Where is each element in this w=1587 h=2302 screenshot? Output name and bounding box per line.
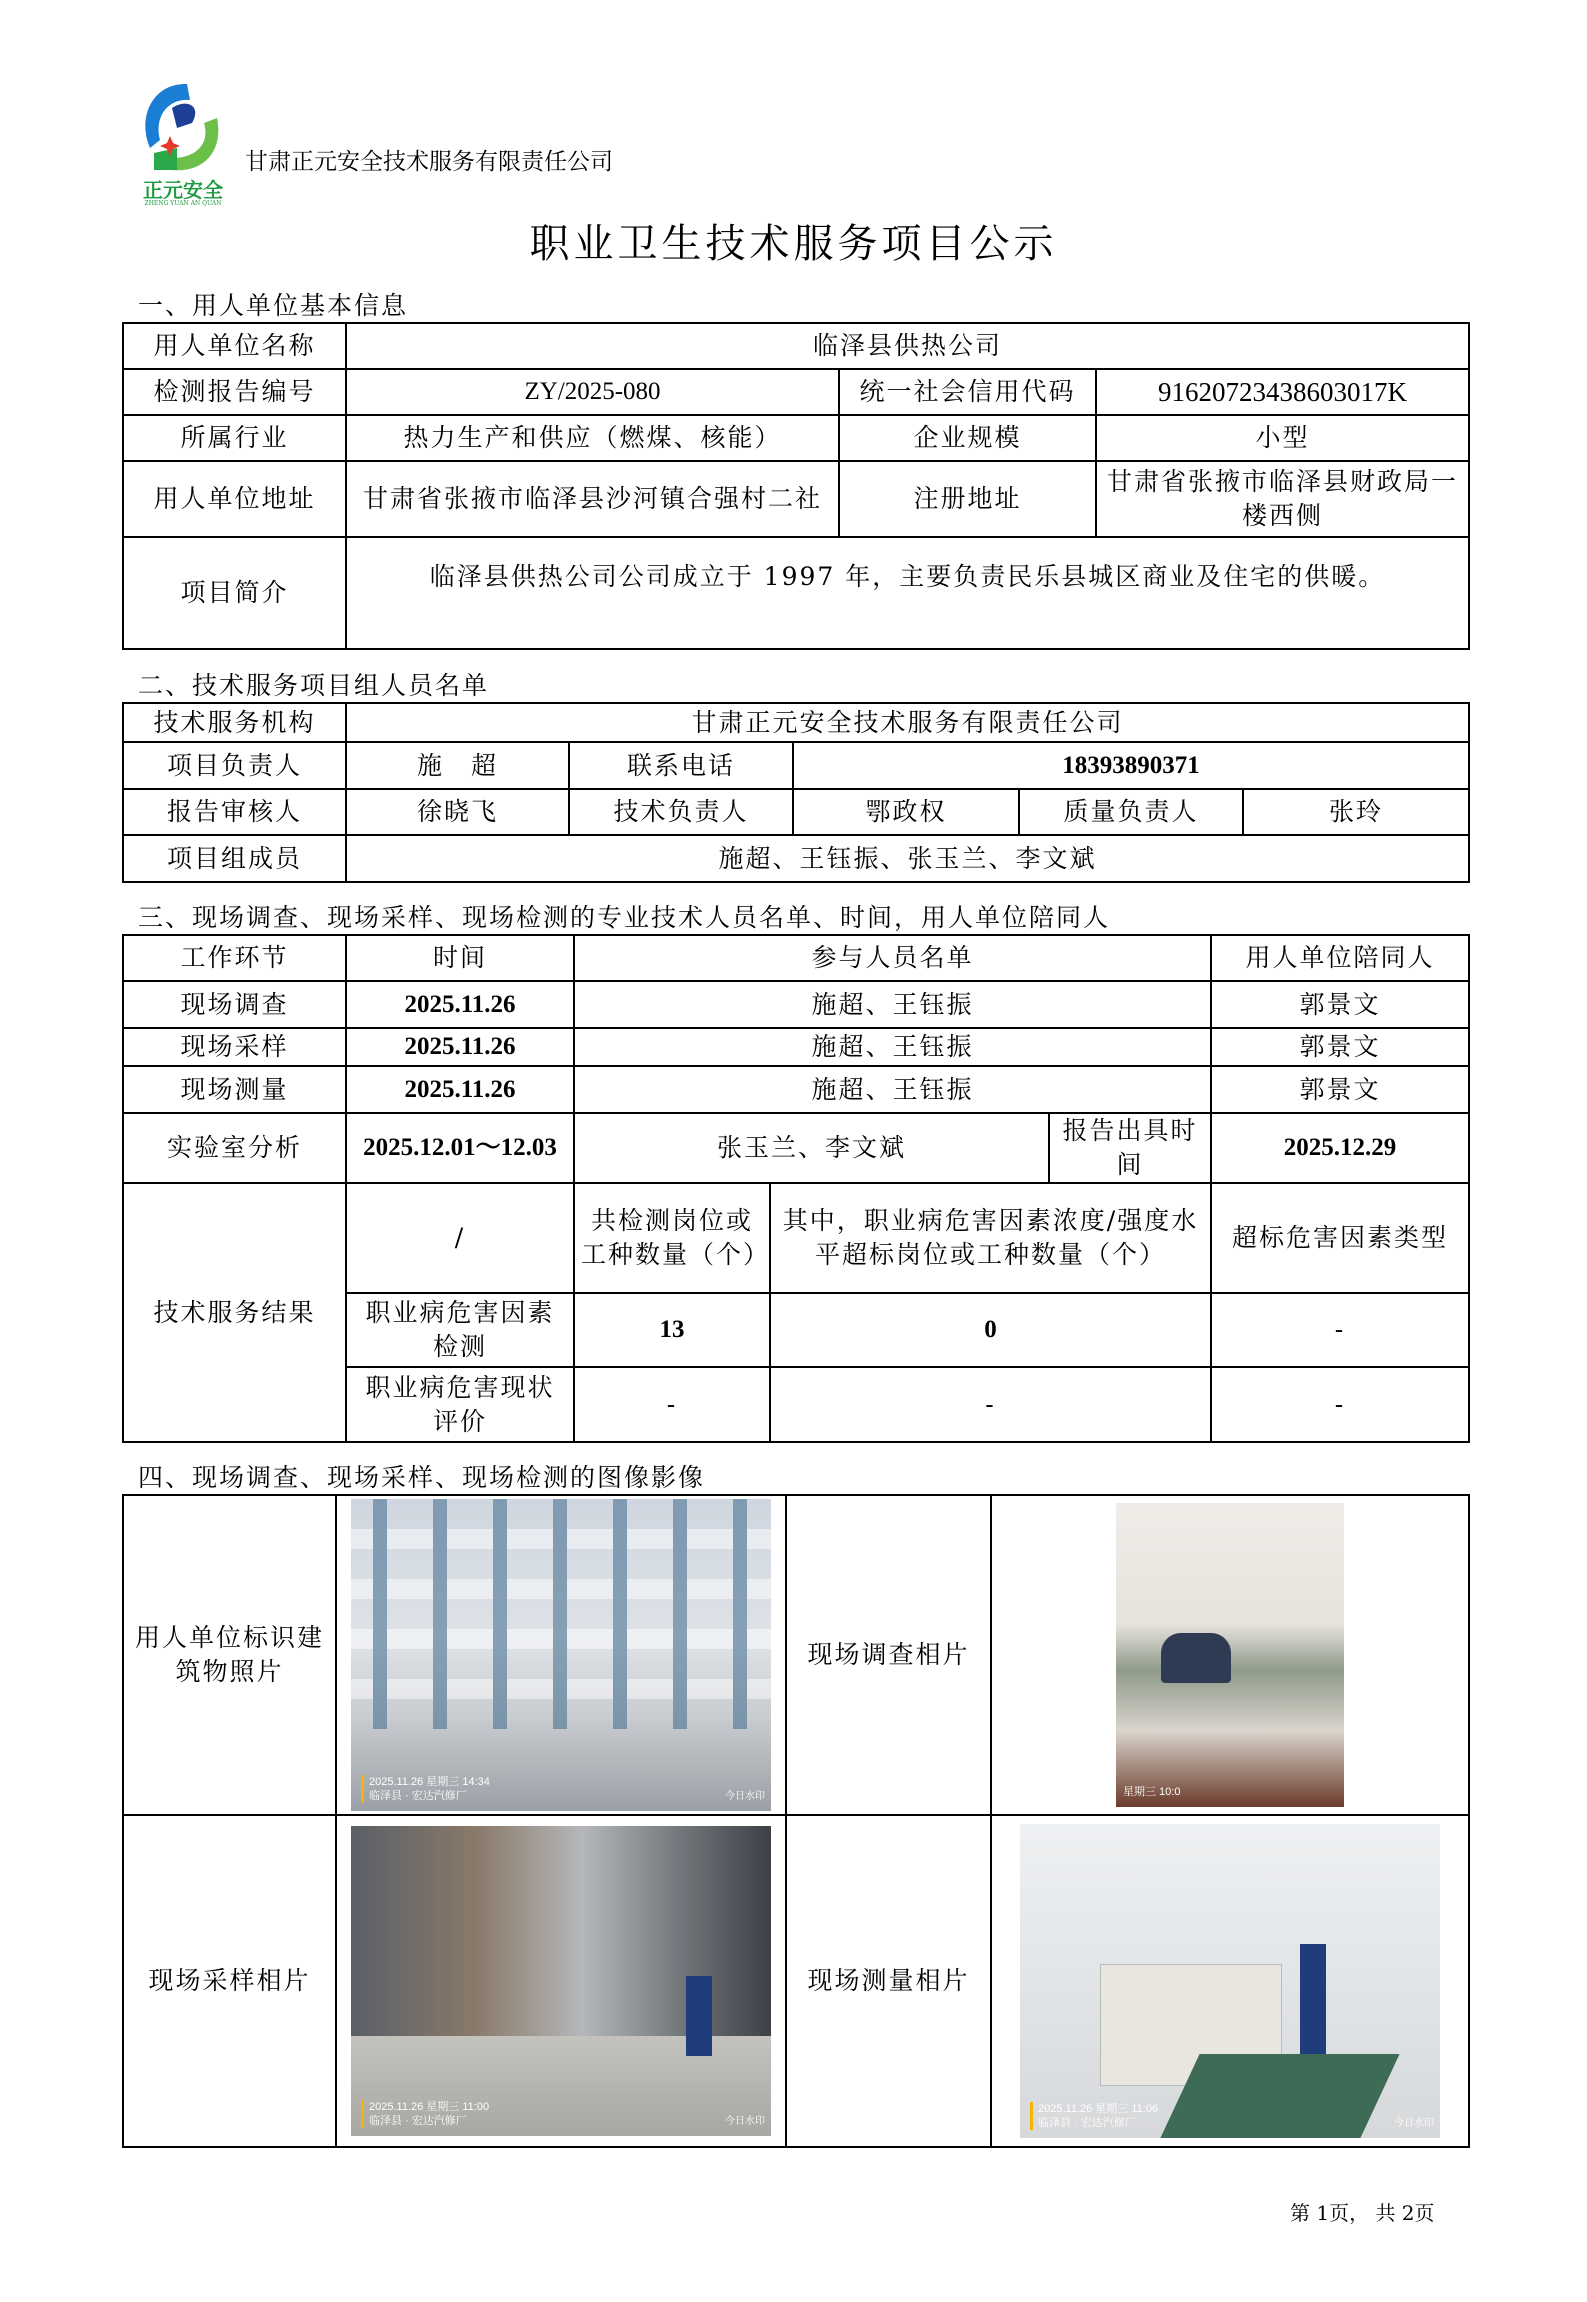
- registered-address: 甘肃省张掖市临泽县财政局一楼西侧: [1096, 461, 1469, 537]
- label: 检测报告编号: [123, 369, 346, 415]
- label: 项目负责人: [123, 742, 346, 789]
- label: 所属行业: [123, 415, 346, 461]
- enterprise-scale: 小型: [1096, 415, 1469, 461]
- companion: 郭景文: [1211, 1066, 1469, 1113]
- label: 企业规模: [839, 415, 1096, 461]
- label: 注册地址: [839, 461, 1096, 537]
- label: 统一社会信用代码: [839, 369, 1096, 415]
- company-logo: [132, 78, 232, 213]
- total: -: [574, 1367, 770, 1442]
- header-cell: 共检测岗位或工种数量（个）: [574, 1183, 770, 1293]
- stage: 现场调查: [123, 981, 346, 1028]
- section2-heading: 二、技术服务项目组人员名单: [138, 671, 490, 700]
- type: -: [1211, 1293, 1469, 1367]
- type: -: [1211, 1367, 1469, 1442]
- header-cell: 用人单位陪同人: [1211, 935, 1469, 981]
- photo-timestamp: 2025.11.26 星期三 14:34: [369, 1776, 490, 1788]
- label: 报告审核人: [123, 789, 346, 835]
- credit-code: 91620723438603017K: [1096, 369, 1469, 415]
- photo-timestamp: 2025.11.26 星期三 11:00: [369, 2101, 490, 2113]
- report-number: ZY/2025-080: [346, 369, 839, 415]
- unit-address: 甘肃省张掖市临泽县沙河镇合强村二社: [346, 461, 839, 537]
- header-cell: 参与人员名单: [574, 935, 1211, 981]
- table-row: [123, 1028, 1469, 1066]
- date: 2025.12.01～12.03: [346, 1113, 574, 1183]
- tech-lead: 鄂政权: [793, 789, 1019, 835]
- watermark: 今日水印: [1394, 2118, 1434, 2129]
- label: 联系电话: [569, 742, 793, 789]
- results-label: 技术服务结果: [123, 1183, 346, 1442]
- label: 现场测量相片: [786, 1815, 991, 2147]
- measure-photo: [1020, 1824, 1440, 2138]
- photo-timestamp: 2025.11.26 星期三 11:06: [1038, 2103, 1159, 2115]
- section3-heading: 三、现场调查、现场采样、现场检测的专业技术人员名单、时间，用人单位陪同人: [138, 903, 1111, 932]
- label: 现场调查相片: [786, 1495, 991, 1815]
- photo-timestamp: 星期三 10:0: [1123, 1786, 1181, 1798]
- item: 职业病危害因素检测: [346, 1293, 574, 1367]
- label: 项目组成员: [123, 835, 346, 882]
- photo-location: 临泽县 · 宏达汽修厂: [369, 2115, 467, 2127]
- project-leader: 施 超: [346, 742, 569, 789]
- participants: 张玉兰、李文斌: [574, 1113, 1049, 1183]
- date: 2025.11.26: [346, 1066, 574, 1113]
- date: 2025.11.26: [346, 981, 574, 1028]
- fieldwork-table: [122, 934, 1470, 1443]
- date: 2025.11.26: [346, 1028, 574, 1066]
- label: 用人单位标识建筑物照片: [123, 1495, 336, 1815]
- participants: 施超、王钰振: [574, 1028, 1211, 1066]
- header-cell: 超标危害因素类型: [1211, 1183, 1469, 1293]
- page-number: 第 1页， 共 2页: [1290, 2201, 1435, 2225]
- stage: 实验室分析: [123, 1113, 346, 1183]
- quality-lead: 张玲: [1243, 789, 1469, 835]
- header-cell: 时间: [346, 935, 574, 981]
- table-row: [123, 1066, 1469, 1113]
- label: 现场采样相片: [123, 1815, 336, 2147]
- watermark: 今日水印: [725, 1791, 765, 1802]
- table-row: [123, 981, 1469, 1028]
- industry: 热力生产和供应（燃煤、核能）: [346, 415, 839, 461]
- logo-text: 正元安全: [143, 178, 223, 202]
- stage: 现场测量: [123, 1066, 346, 1113]
- exceed: 0: [770, 1293, 1211, 1367]
- label: 报告出具时间: [1049, 1113, 1211, 1183]
- header-cell: 工作环节: [123, 935, 346, 981]
- item: 职业病危害现状评价: [346, 1367, 574, 1442]
- table-row: [123, 1113, 1469, 1183]
- watermark: 今日水印: [725, 2116, 765, 2127]
- companion: 郭景文: [1211, 981, 1469, 1028]
- label: 用人单位名称: [123, 323, 346, 369]
- label: 技术负责人: [569, 789, 793, 835]
- photo-location: 临泽县 · 宏达汽修厂: [1038, 2117, 1136, 2129]
- label: 技术服务机构: [123, 703, 346, 742]
- header-cell: 其中，职业病危害因素浓度/强度水平超标岗位或工种数量（个）: [770, 1183, 1211, 1293]
- team-members: 施超、王钰振、张玉兰、李文斌: [346, 835, 1469, 882]
- section4-heading: 四、现场调查、现场采样、现场检测的图像影像: [138, 1463, 706, 1492]
- logo-subtext: ZHENG YUAN AN QUAN: [144, 200, 222, 207]
- unit-name: 临泽县供热公司: [346, 323, 1469, 369]
- stage: 现场采样: [123, 1028, 346, 1066]
- page-title: 职业卫生技术服务项目公示: [529, 221, 1058, 267]
- sampling-photo: [351, 1826, 771, 2136]
- exceed: -: [770, 1367, 1211, 1442]
- report-time: 2025.12.29: [1211, 1113, 1469, 1183]
- label: 项目简介: [123, 537, 346, 649]
- team-table: [122, 702, 1470, 883]
- label: 质量负责人: [1019, 789, 1243, 835]
- section1-heading: 一、用人单位基本信息: [138, 291, 409, 320]
- reviewer: 徐晓飞: [346, 789, 569, 835]
- slash: /: [346, 1183, 574, 1293]
- companion: 郭景文: [1211, 1028, 1469, 1066]
- building-photo: [351, 1499, 771, 1811]
- photo-location: 临泽县 · 宏达汽修厂: [369, 1790, 467, 1802]
- service-org: 甘肃正元安全技术服务有限责任公司: [346, 703, 1469, 742]
- contact-phone: 18393890371: [793, 742, 1469, 789]
- photo-table: [122, 1494, 1470, 2148]
- total: 13: [574, 1293, 770, 1367]
- survey-photo: [1116, 1503, 1344, 1807]
- unit-info-table: [122, 322, 1470, 650]
- participants: 施超、王钰振: [574, 1066, 1211, 1113]
- project-intro: 临泽县供热公司公司成立于 1997 年，主要负责民乐县城区商业及住宅的供暖。: [346, 537, 1469, 649]
- company-name: 甘肃正元安全技术服务有限责任公司: [245, 149, 613, 175]
- label: 用人单位地址: [123, 461, 346, 537]
- participants: 施超、王钰振: [574, 981, 1211, 1028]
